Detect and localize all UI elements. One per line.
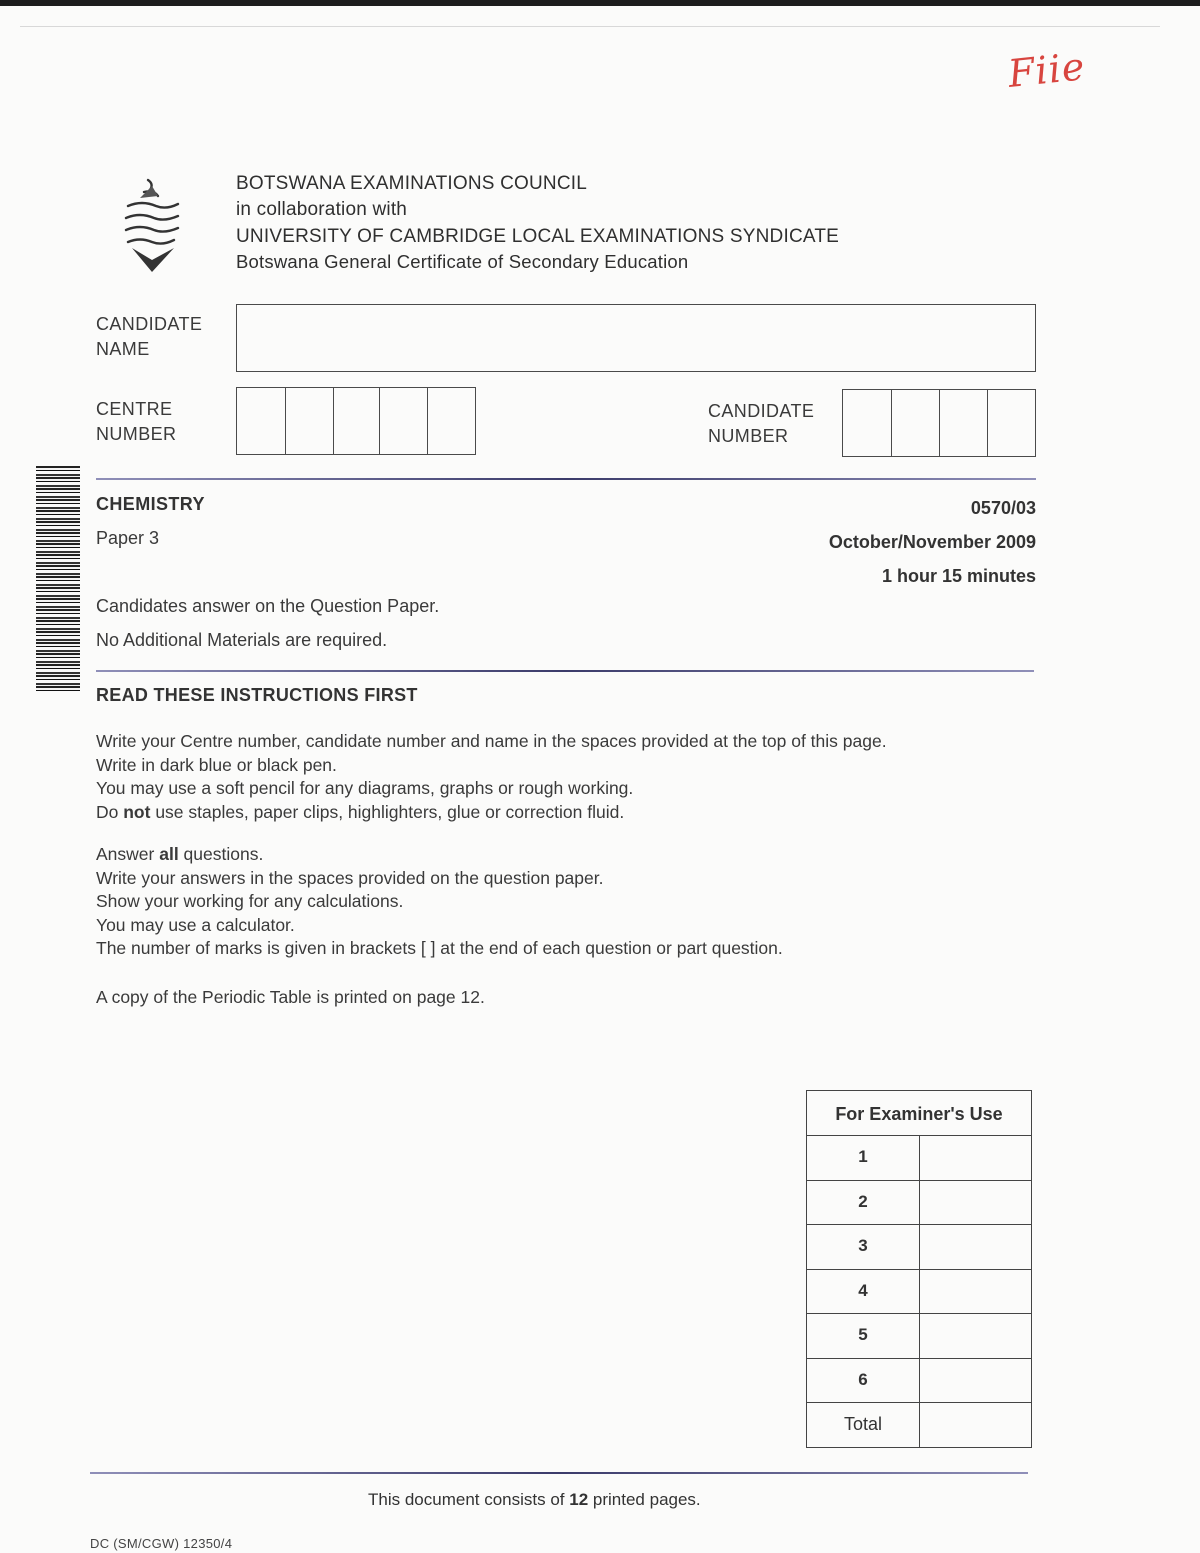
candidate-number-cell-divider [987, 390, 988, 456]
table-row [807, 1269, 1031, 1315]
section-divider [96, 670, 1034, 672]
centre-number-field[interactable] [236, 387, 476, 455]
table-row [807, 1313, 1031, 1359]
question-number: 4 [807, 1269, 920, 1314]
section-divider [96, 478, 1036, 480]
instruction-line: Write your Centre number, candidate number and name in the spaces provided at the top of this page. [96, 731, 887, 751]
materials-text: No Additional Materials are required. [96, 630, 388, 650]
instruction-line: The number of marks is given in brackets [ ] at the end of each question or part question. [96, 938, 783, 958]
table-row [807, 1135, 1031, 1181]
barcode [36, 466, 80, 692]
candidate-number-cell-divider [939, 390, 940, 456]
total-label: Total [807, 1402, 920, 1447]
instruction-line: Show your working for any calculations. [96, 891, 404, 911]
centre-number-label: CENTRE NUMBER [96, 399, 177, 444]
centre-number-cell-divider [379, 388, 380, 454]
candidate-number-label: CANDIDATE NUMBER [708, 401, 815, 446]
instruction-line: Do not use staples, paper clips, highlighters, glue or correction fluid. [96, 801, 625, 822]
scan-top-edge [0, 0, 1200, 6]
instruction-line: Write in dark blue or black pen. [96, 754, 337, 775]
question-number: 3 [807, 1224, 920, 1269]
instruction-line: You may use a soft pencil for any diagrams, graphs or rough working. [96, 778, 634, 798]
collaboration-text: in collaboration with [236, 199, 408, 220]
document-code: DC (SM/CGW) 12350/4 [90, 1536, 233, 1551]
table-row-total [807, 1402, 1031, 1447]
candidate-number-cell-divider [891, 390, 892, 456]
table-row [807, 1224, 1031, 1270]
paper-code: 0570/03 [970, 498, 1036, 518]
question-number: 1 [807, 1135, 920, 1180]
examiner-table-title: For Examiner's Use [807, 1091, 1031, 1136]
exam-duration: 1 hour 15 minutes [881, 566, 1036, 586]
examiner-use-table [806, 1090, 1032, 1448]
instruction-line: You may use a calculator. [96, 914, 295, 935]
page-count-note: This document consists of 12 printed pages. [368, 1490, 701, 1509]
subject-title: CHEMISTRY [96, 494, 205, 514]
question-number: 2 [807, 1180, 920, 1225]
question-number: 5 [807, 1313, 920, 1358]
instruction-line: Answer all questions. [96, 844, 264, 864]
instruction-line: Write your answers in the spaces provided on the question paper. [96, 867, 604, 888]
candidate-name-label: CANDIDATE NAME [96, 314, 203, 359]
council-crest-logo [118, 172, 188, 276]
table-row [807, 1180, 1031, 1226]
centre-number-cell-divider [285, 388, 286, 454]
question-number: 6 [807, 1358, 920, 1403]
council-name: BOTSWANA EXAMINATIONS COUNCIL [236, 173, 588, 194]
syndicate-name: UNIVERSITY OF CAMBRIDGE LOCAL EXAMINATIONS SYNDICATE [236, 226, 840, 247]
table-row [807, 1358, 1031, 1404]
instructions-block-2 [96, 843, 783, 961]
periodic-table-note: A copy of the Periodic Table is printed on page 12. [96, 987, 485, 1007]
certificate-name: Botswana General Certificate of Secondary Education [236, 251, 689, 272]
candidate-number-field[interactable] [842, 389, 1036, 457]
answer-on-text: Candidates answer on the Question Paper. [96, 596, 440, 616]
centre-number-cell-divider [333, 388, 334, 454]
paper-number: Paper 3 [96, 528, 160, 548]
candidate-name-field[interactable] [236, 304, 1036, 372]
centre-number-cell-divider [427, 388, 428, 454]
exam-session: October/November 2009 [828, 532, 1036, 552]
page-edge-line [20, 26, 1160, 27]
handwritten-mark: Fiie [1005, 44, 1088, 96]
examiner-table-body [807, 1135, 1031, 1447]
instructions-heading: READ THESE INSTRUCTIONS FIRST [96, 685, 418, 705]
instructions-block-1 [96, 730, 887, 824]
footer-divider [90, 1472, 1028, 1474]
